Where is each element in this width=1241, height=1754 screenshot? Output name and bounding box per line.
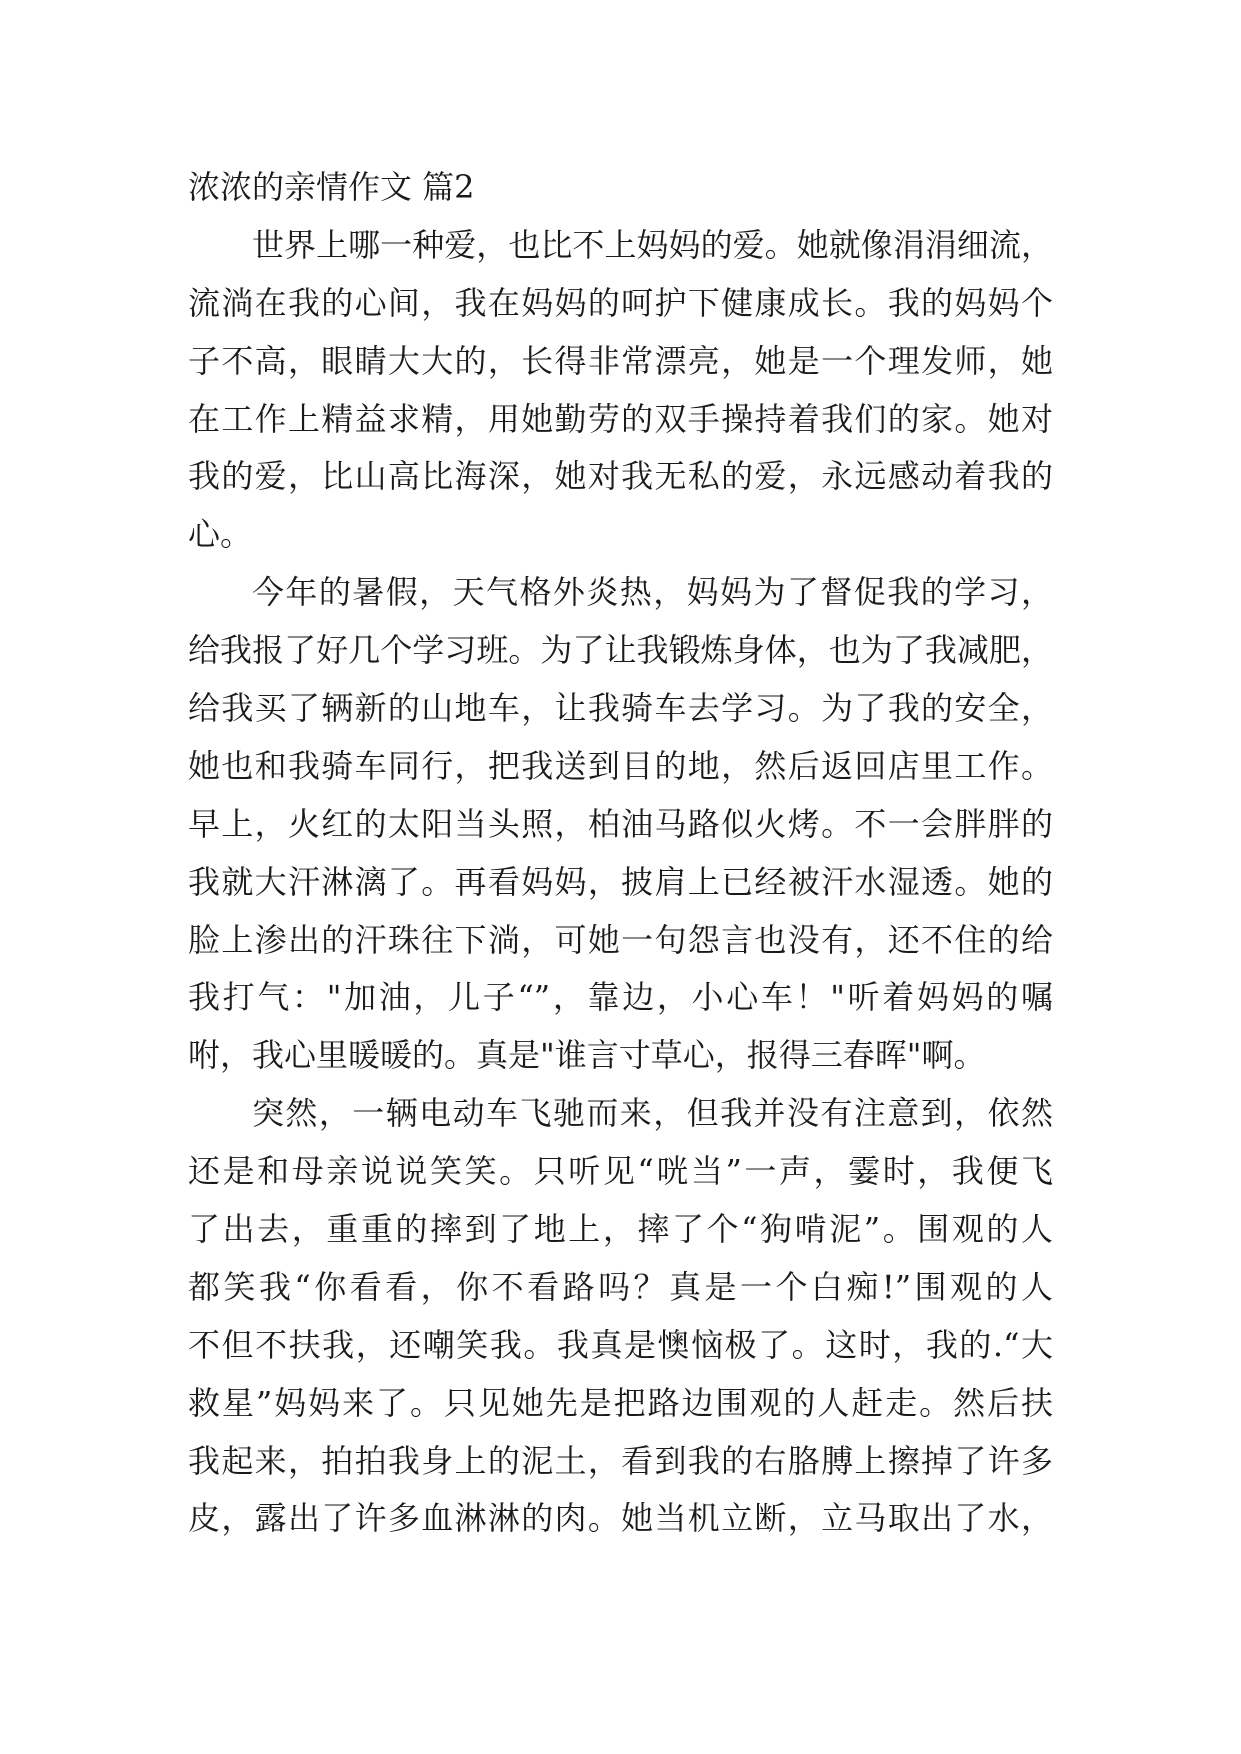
text-line: 都笑我“你看看，你不看路吗？真是一个白痴!”围观的人 [188, 1267, 1053, 1306]
text-line: 我的爱，比山高比海深，她对我无私的爱，永远感动着我的 [188, 457, 1053, 496]
text-line: 我打气："加油，儿子“”，靠边，小心车！"听着妈妈的嘱 [188, 978, 1053, 1017]
text-line: 在工作上精益求精，用她勤劳的双手操持着我们的家。她对 [188, 399, 1053, 438]
text-line: 今年的暑假，天气格外炎热，妈妈为了督促我的学习， [252, 573, 1053, 612]
text-line: 她也和我骑车同行，把我送到目的地，然后返回店里工作。 [188, 746, 1053, 785]
text-line: 我就大汗淋漓了。再看妈妈，披肩上已经被汗水湿透。她的 [188, 862, 1053, 901]
text-line: 脸上渗出的汗珠往下淌，可她一句怨言也没有，还不住的给 [188, 920, 1053, 959]
text-line: 咐，我心里暖暖的。真是"谁言寸草心，报得三春晖"啊。 [188, 1036, 986, 1075]
text-line: 流淌在我的心间，我在妈妈的呵护下健康成长。我的妈妈个 [188, 283, 1053, 322]
text-line: 我起来，拍拍我身上的泥土，看到我的右胳膊上擦掉了许多 [188, 1441, 1053, 1480]
document-title: 浓浓的亲情作文 篇2 [188, 168, 475, 206]
text-line: 不但不扶我，还嘲笑我。我真是懊恼极了。这时，我的.“大 [188, 1325, 1053, 1364]
text-line: 还是和母亲说说笑笑。只听见“咣当”一声，霎时，我便飞 [188, 1152, 1053, 1191]
paragraph-2 [188, 564, 1053, 1085]
text-line: 给我报了好几个学习班。为了让我锻炼身体，也为了我减肥， [188, 631, 1053, 670]
text-line: 早上，火红的太阳当头照，柏油马路似火烤。不一会胖胖的 [188, 804, 1053, 843]
text-line: 救星”妈妈来了。只见她先是把路边围观的人赶走。然后扶 [188, 1383, 1053, 1422]
paragraph-1 [188, 217, 1053, 564]
text-line: 子不高，眼睛大大的，长得非常漂亮，她是一个理发师，她 [188, 341, 1053, 380]
text-line: 突然，一辆电动车飞驰而来，但我并没有注意到，依然 [252, 1094, 1053, 1133]
text-line: 皮，露出了许多血淋淋的肉。她当机立断，立马取出了水， [188, 1499, 1053, 1538]
document-body [188, 159, 1053, 1548]
paragraph-3 [188, 1085, 1053, 1548]
text-line: 了出去，重重的摔到了地上，摔了个“狗啃泥”。围观的人 [188, 1210, 1053, 1249]
text-line: 给我买了辆新的山地车，让我骑车去学习。为了我的安全， [188, 689, 1053, 728]
text-line: 世界上哪一种爱，也比不上妈妈的爱。她就像涓涓细流， [252, 225, 1053, 264]
text-line: 心。 [188, 515, 253, 554]
